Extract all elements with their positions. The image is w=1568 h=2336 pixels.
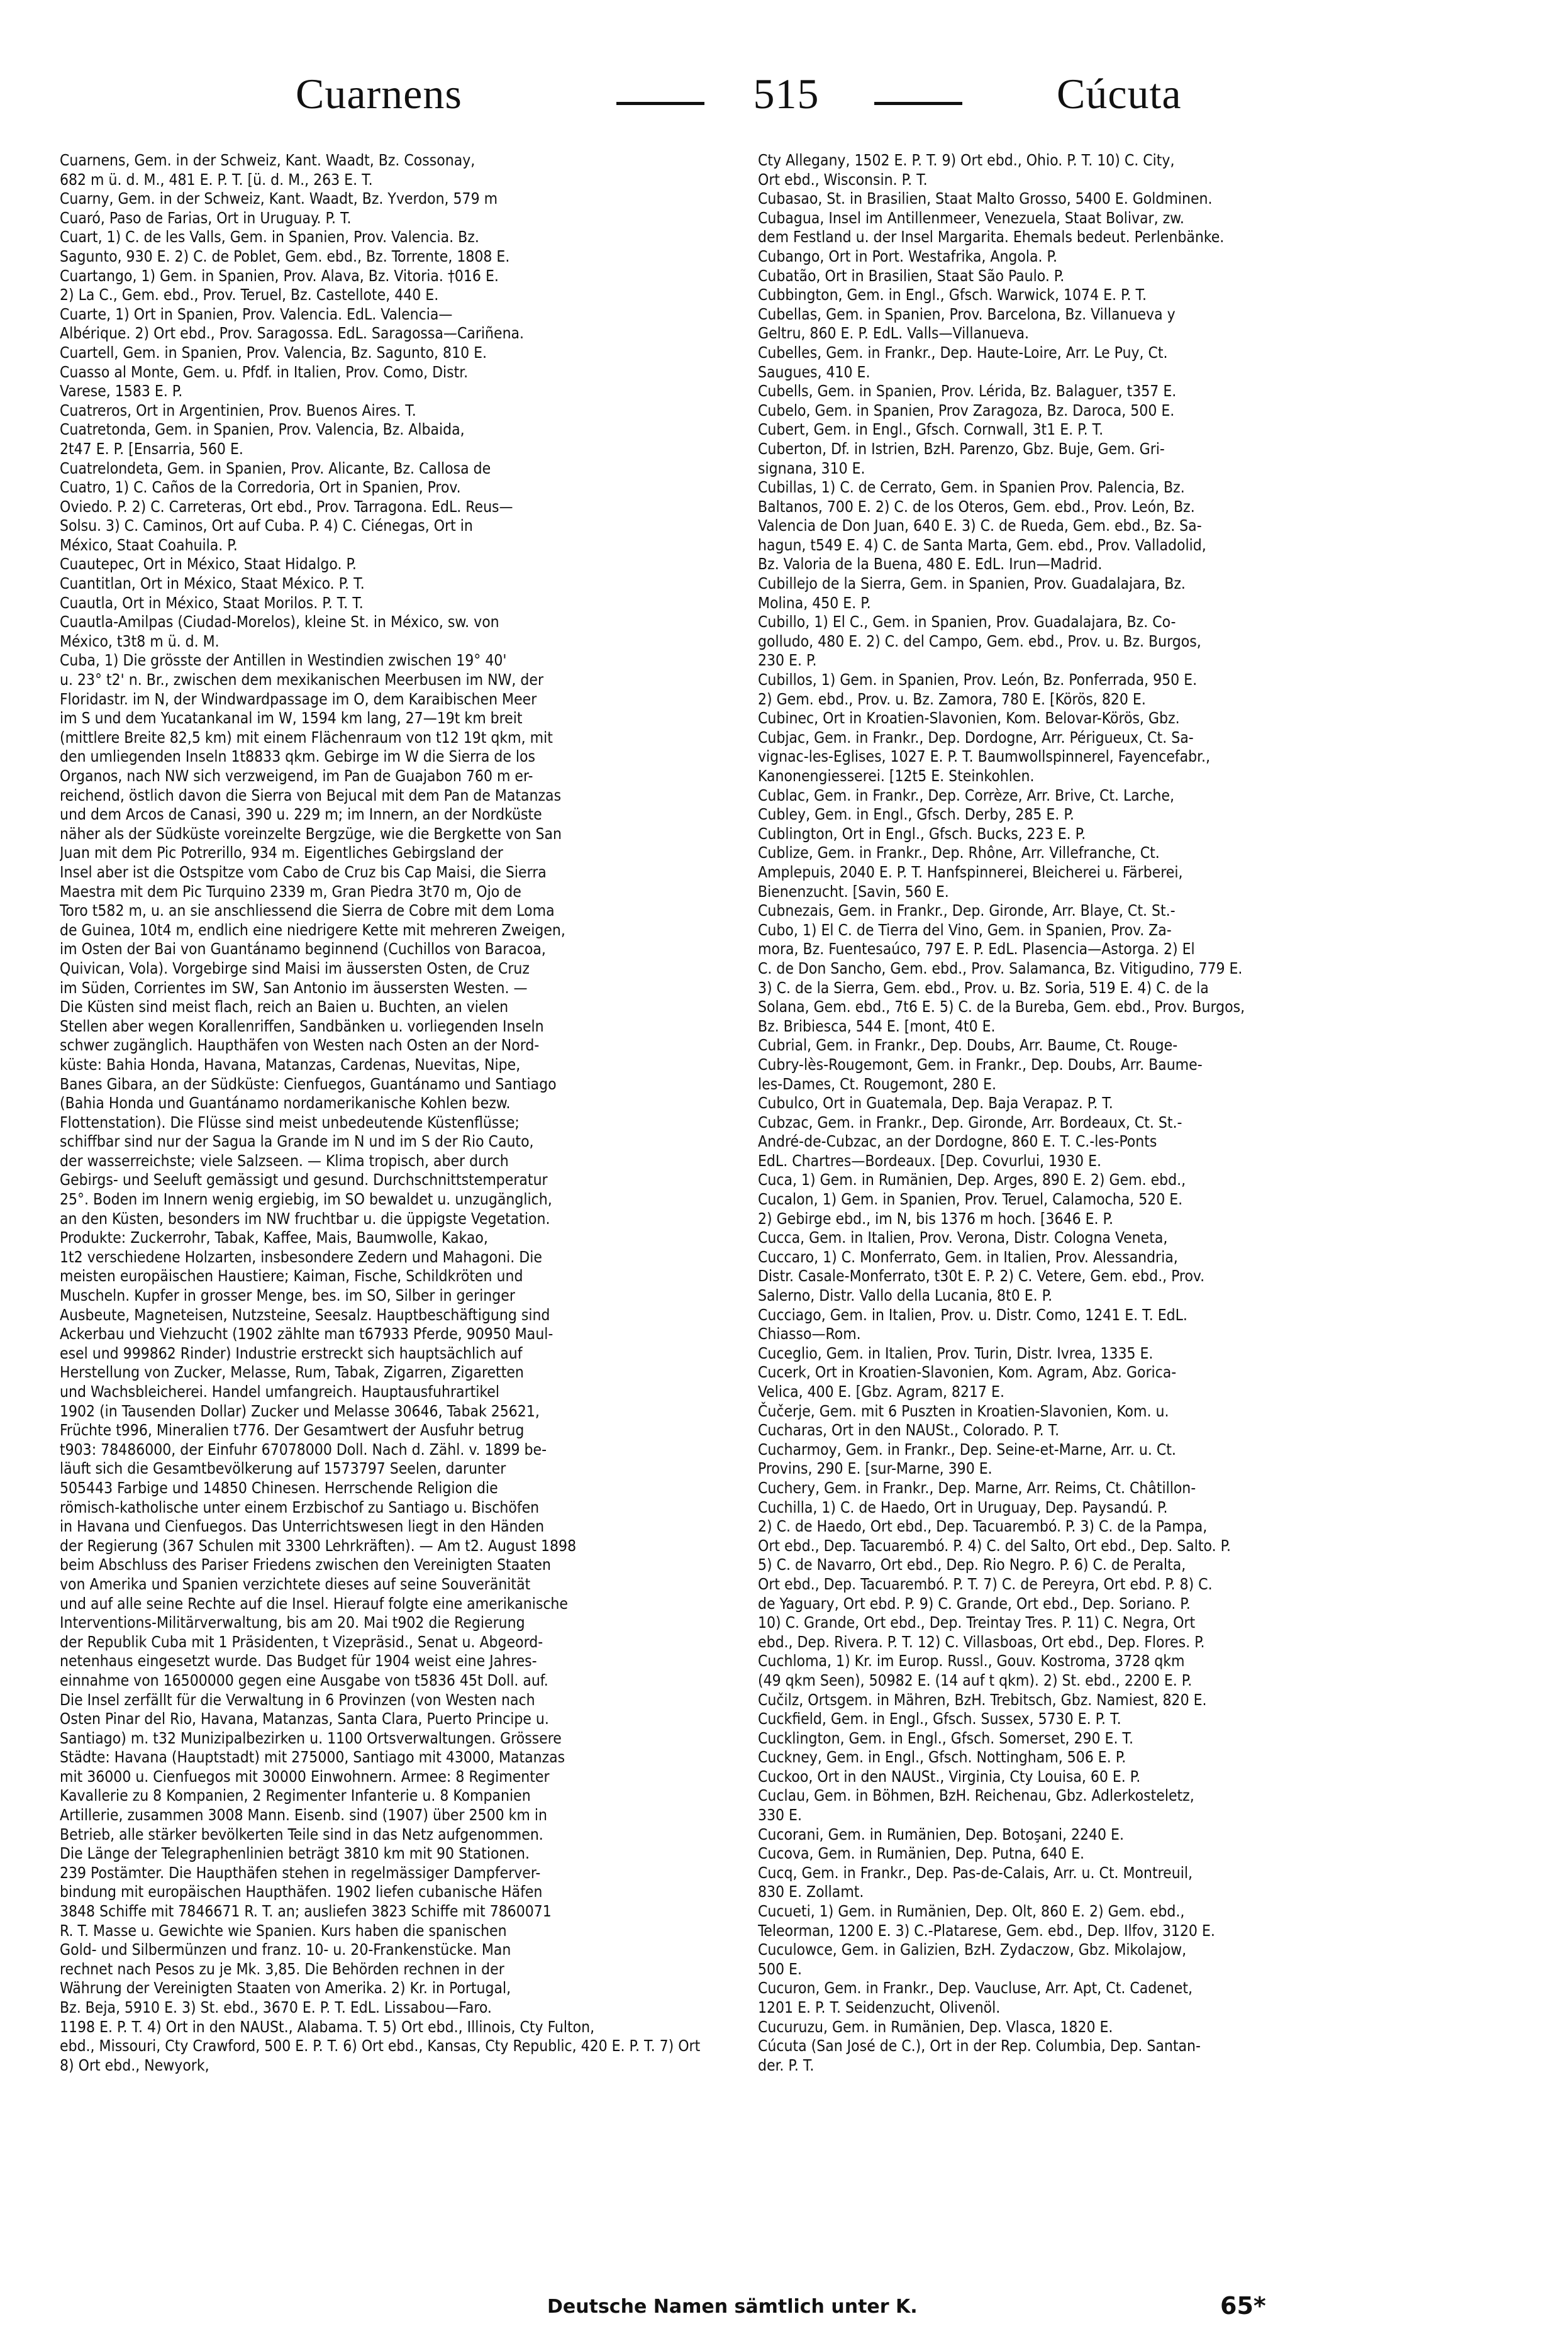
- entry-line: 3) C. de la Sierra, Gem. ebd., Prov. u. Bz. Soria, 519 E. 4) C. de la: [758, 978, 1209, 997]
- entry-line: Cubagua, Insel im Antillenmeer, Venezuela, Staat Bolivar, zw.: [758, 208, 1184, 227]
- entry-line: golludo, 480 E. 2) C. del Campo, Gem. ebd., Prov. u. Bz. Burgos,: [758, 631, 1201, 650]
- entry-line: und Wachsbleicherei. Handel umfangreich. Hauptausfuhrartikel: [60, 1382, 499, 1401]
- entry-line: Cubillo, 1) El C., Gem. in Spanien, Prov. Guadalajara, Bz. Co-: [758, 613, 1176, 631]
- entry-line: Organos, nach NW sich verzweigend, im Pan de Guajabon 760 m er-: [60, 767, 533, 785]
- entry-line: Quivican, Vola). Vorgebirge sind Maisi im äussersten Osten, de Cruz: [60, 959, 530, 977]
- entry-line: Cuchilla, 1) C. de Haedo, Ort in Uruguay, Dep. Paysandú. P.: [758, 1498, 1168, 1516]
- entry-line: Cuarny, Gem. in der Schweiz, Kant. Waadt, Bz. Yverdon, 579 m: [60, 189, 498, 208]
- entry-line: de Yaguary, Ort ebd. P. 9) C. Grande, Ort ebd., Dep. Soriano. P.: [758, 1594, 1191, 1613]
- entry-line: Cubelo, Gem. in Spanien, Prov Zaragoza, Bz. Daroca, 500 E.: [758, 401, 1175, 420]
- entry-line: Cubelles, Gem. in Frankr., Dep. Haute-Loire, Arr. Le Puy, Ct.: [758, 343, 1168, 362]
- entry-line: Flottenstation). Die Flüsse sind meist unbedeutende Küstenflüsse;: [60, 1113, 520, 1132]
- entry-line: Cuckoo, Ort in den NAUSt., Virginia, Cty Louisa, 60 E. P.: [758, 1767, 1141, 1786]
- entry-line: Molina, 450 E. P.: [758, 593, 871, 612]
- entry-line: R. T. Masse u. Gewichte wie Spanien. Kurs haben die spanischen: [60, 1921, 507, 1940]
- entry-line: 1902 (in Tausenden Dollar) Zucker und Melasse 30646, Tabak 25621,: [60, 1401, 540, 1420]
- entry-line: Cuccaro, 1) C. Monferrato, Gem. in Italien, Prov. Alessandria,: [758, 1247, 1178, 1266]
- entry-line: Cuckney, Gem. in Engl., Gfsch. Nottingham, 506 E. P.: [758, 1748, 1126, 1767]
- entry-line: läuft sich die Gesamtbevölkerung auf 1573797 Seelen, darunter: [60, 1459, 506, 1478]
- entry-line: dem Festland u. der Insel Margarita. Ehemals bedeut. Perlenbänke.: [758, 228, 1225, 247]
- entry-line: Bz. Beja, 5910 E. 3) St. ebd., 3670 E. P. T. EdL. Lissabou—Faro.: [60, 1998, 492, 2016]
- entry-line: Cuantitlan, Ort in México, Staat México. P. T.: [60, 574, 365, 593]
- entry-line: Cucuruzu, Gem. in Rumänien, Dep. Vlasca, 1820 E.: [758, 2017, 1113, 2036]
- signature-mark: 65*: [1220, 2292, 1266, 2320]
- entry-line: bindung mit europäischen Haupthäfen. 1902 liefen cubanische Häfen: [60, 1883, 543, 1901]
- entry-line: Cubbington, Gem. in Engl., Gfsch. Warwick, 1074 E. P. T.: [758, 286, 1147, 304]
- entry-line: Sagunto, 930 E. 2) C. de Poblet, Gem. ebd., Bz. Torrente, 1808 E.: [60, 247, 510, 265]
- entry-line: den umliegenden Inseln 1t8833 qkm. Gebirge im W die Sierra de los: [60, 747, 536, 766]
- entry-line: Cubzac, Gem. in Frankr., Dep. Gironde, Arr. Bordeaux, Ct. St.-: [758, 1113, 1182, 1132]
- entry-line: 3848 Schiffe mit 7846671 R. T. an; ausliefen 3823 Schiffe mit 7860071: [60, 1902, 552, 1921]
- entry-line: Cubo, 1) El C. de Tierra del Vino, Gem. in Spanien, Prov. Za-: [758, 920, 1172, 939]
- entry-line: Velica, 400 E. [Gbz. Agram, 8217 E.: [758, 1382, 1004, 1401]
- entry-line: Cubells, Gem. in Spanien, Prov. Lérida, Bz. Balaguer, t357 E.: [758, 382, 1177, 401]
- entry-line: mora, Bz. Fuentesaúco, 797 E. P. EdL. Plasencia—Astorga. 2) El: [758, 940, 1195, 959]
- entry-line: küste: Bahia Honda, Havana, Matanzas, Cardenas, Nuevitas, Nipe,: [60, 1055, 521, 1074]
- entry-line: Floridastr. im N, der Windwardpassage im O, dem Karaibischen Meer: [60, 689, 537, 708]
- entry-line: Santiago) m. t32 Munizipalbezirken u. 1100 Ortsverwaltungen. Grössere: [60, 1728, 562, 1747]
- entry-line: 5) C. de Navarro, Ort ebd., Dep. Rio Negro. P. 6) C. de Peralta,: [758, 1555, 1186, 1574]
- entry-line: Cuca, 1) Gem. in Rumänien, Dep. Arges, 890 E. 2) Gem. ebd.,: [758, 1171, 1186, 1189]
- entry-line: Solana, Gem. ebd., 7t6 E. 5) C. de la Bureba, Gem. ebd., Prov. Burgos,: [758, 998, 1245, 1016]
- entry-line: (Bahia Honda und Guantánamo nordamerikanische Kohlen bezw.: [60, 1094, 511, 1113]
- entry-line: Maestra mit dem Pic Turquino 2339 m, Gran Piedra 3t70 m, Ojo de: [60, 882, 521, 901]
- entry-line: Cuasso al Monte, Gem. u. Pfdf. in Italien, Prov. Como, Distr.: [60, 362, 469, 381]
- entry-line: reichend, östlich davon die Sierra von Bejucal mit dem Pan de Matanzas: [60, 786, 562, 804]
- entry-line: Muscheln. Kupfer in grosser Menge, bes. im SO, Silber in geringer: [60, 1286, 515, 1305]
- page-footer: [0, 2292, 1568, 2327]
- entry-line: Produkte: Zuckerrohr, Tabak, Kaffee, Mais, Baumwolle, Kakao,: [60, 1228, 488, 1247]
- entry-line: Solsu. 3) C. Caminos, Ort auf Cuba. P. 4) C. Ciénegas, Ort in: [60, 516, 473, 535]
- entry-line: Cubry-lès-Rougemont, Gem. in Frankr., Dep. Doubs, Arr. Baume-: [758, 1055, 1203, 1074]
- entry-line: Cucalon, 1) Gem. in Spanien, Prov. Teruel, Calamocha, 520 E.: [758, 1190, 1183, 1209]
- entry-line: 239 Postämter. Die Haupthäfen stehen in regelmässiger Dampferver-: [60, 1863, 541, 1882]
- entry-line: Cubillejo de la Sierra, Gem. in Spanien, Prov. Guadalajara, Bz.: [758, 574, 1186, 593]
- entry-line: de Guinea, 10t4 m, endlich eine niedrigere Kette mit mehreren Zweigen,: [60, 920, 565, 939]
- entry-line: Cuba, 1) Die grösste der Antillen in Westindien zwischen 19° 40': [60, 651, 507, 670]
- entry-line: C. de Don Sancho, Gem. ebd., Prov. Salamanca, Bz. Vitigudino, 779 E.: [758, 959, 1243, 977]
- entry-line: im Osten der Bai von Guantánamo beginnend (Cuchillos von Baracoa,: [60, 940, 546, 959]
- entry-line: Cubjac, Gem. in Frankr., Dep. Dordogne, Arr. Périgueux, Ct. Sa-: [758, 728, 1194, 747]
- entry-line: Artillerie, zusammen 3008 Mann. Eisenb. sind (1907) über 2500 km in: [60, 1806, 547, 1825]
- entry-line: Cúcuta (San José de C.), Ort in der Rep. Columbia, Dep. Santan-: [758, 2037, 1201, 2055]
- entry-line: Cucharas, Ort in den NAUSt., Colorado. P. T.: [758, 1421, 1060, 1440]
- entry-line: Cucuron, Gem. in Frankr., Dep. Vaucluse, Arr. Apt, Ct. Cadenet,: [758, 1979, 1193, 1998]
- entry-line: Städte: Havana (Hauptstadt) mit 275000, Santiago mit 43000, Matanzas: [60, 1748, 565, 1767]
- entry-line: Valencia de Don Juan, 640 E. 3) C. de Rueda, Gem. ebd., Bz. Sa-: [758, 516, 1202, 535]
- entry-line: Insel aber ist die Ostspitze vom Cabo de Cruz bis Cap Maisi, die Sierra: [60, 862, 547, 881]
- entry-line: (49 qkm Seen), 50982 E. (14 auf t qkm). 2) St. ebd., 2200 E. P.: [758, 1671, 1193, 1689]
- entry-line: Cucova, Gem. in Rumänien, Dep. Putna, 640 E.: [758, 1844, 1084, 1863]
- entry-line: Cucorani, Gem. in Rumänien, Dep. Botoşani, 2240 E.: [758, 1825, 1124, 1844]
- entry-line: Oviedo. P. 2) C. Carreteras, Ort ebd., Prov. Tarragona. EdL. Reus—: [60, 497, 513, 516]
- entry-line: Cubulco, Ort in Guatemala, Dep. Baja Verapaz. P. T.: [758, 1094, 1113, 1113]
- entry-line: México, t3t8 m ü. d. M.: [60, 631, 220, 650]
- entry-line: Cuclau, Gem. in Böhmen, BzH. Reichenau, Gbz. Adlerkosteletz,: [758, 1786, 1194, 1805]
- entry-line: Cuautla, Ort in México, Staat Morilos. P. T. T.: [60, 593, 364, 612]
- entry-line: Ackerbau und Viehzucht (1902 zählte man t67933 Pferde, 90950 Maul-: [60, 1325, 553, 1343]
- entry-line: mit 36000 u. Cienfuegos mit 30000 Einwohnern. Armee: 8 Regimenter: [60, 1767, 550, 1786]
- page-number: 515: [753, 70, 820, 118]
- entry-line: Cubert, Gem. in Engl., Gfsch. Cornwall, 3t1 E. P. T.: [758, 420, 1104, 439]
- entry-line: 230 E. P.: [758, 651, 817, 670]
- entry-line: Cuarnens, Gem. in der Schweiz, Kant. Waadt, Bz. Cossonay,: [60, 151, 475, 169]
- entry-line: Cuatretonda, Gem. in Spanien, Prov. Valencia, Bz. Albaida,: [60, 420, 465, 439]
- entry-line: und auf alle seine Rechte auf die Insel. Hierauf folgte eine amerikanische: [60, 1594, 568, 1613]
- entry-line: netenhaus eingesetzt wurde. Das Budget für 1904 weist eine Jahres-: [60, 1652, 537, 1671]
- entry-line: Geltru, 860 E. P. EdL. Valls—Villanueva.: [758, 324, 1030, 343]
- entry-line: 500 E.: [758, 1959, 802, 1978]
- entry-line: Cuatrelondeta, Gem. in Spanien, Prov. Alicante, Bz. Callosa de: [60, 459, 491, 477]
- entry-line: Teleorman, 1200 E. 3) C.-Platarese, Gem. ebd., Dep. Ilfov, 3120 E.: [758, 1921, 1215, 1940]
- entry-line: Albérique. 2) Ort ebd., Prov. Saragossa. EdL. Saragossa—Cariñena.: [60, 324, 525, 343]
- entry-line: 830 E. Zollamt.: [758, 1883, 864, 1901]
- entry-line: Ort ebd., Wisconsin. P. T.: [758, 170, 928, 189]
- entry-line: Cubrial, Gem. in Frankr., Dep. Doubs, Arr. Baume, Ct. Rouge-: [758, 1036, 1178, 1055]
- left-column: [60, 151, 717, 2289]
- entry-line: römisch-katholische unter einem Erzbischof zu Santiago u. Bischöfen: [60, 1498, 540, 1516]
- entry-line: 2) C. de Haedo, Ort ebd., Dep. Tacuarembó. P. 3) C. de la Pampa,: [758, 1517, 1208, 1536]
- entry-line: der wasserreichste; viele Salzseen. — Klima tropisch, aber durch: [60, 1151, 509, 1170]
- entry-line: ebd., Missouri, Cty Crawford, 500 E. P. T. 6) Ort ebd., Kansas, Cty Republic, 420 E. P. T. 7) Ort: [60, 2037, 701, 2055]
- entry-line: Cucueti, 1) Gem. in Rumänien, Dep. Olt, 860 E. 2) Gem. ebd.,: [758, 1902, 1185, 1921]
- entry-line: Cubley, Gem. in Engl., Gfsch. Derby, 285 E. P.: [758, 805, 1074, 824]
- entry-line: näher als der Südküste voreinzelte Bergzüge, wie die Bergkette von San: [60, 824, 562, 843]
- entry-line: Cuartango, 1) Gem. in Spanien, Prov. Alava, Bz. Vitoria. †016 E.: [60, 266, 499, 285]
- entry-line: México, Staat Coahuila. P.: [60, 535, 238, 554]
- entry-line: Cucciago, Gem. in Italien, Prov. u. Distr. Como, 1241 E. T. EdL.: [758, 1305, 1187, 1324]
- entry-line: Cuchloma, 1) Kr. im Europ. Russl., Gouv. Kostroma, 3728 qkm: [758, 1652, 1185, 1671]
- entry-line: EdL. Chartres—Bordeaux. [Dep. Covurlui, 1930 E.: [758, 1151, 1101, 1170]
- entry-line: André-de-Cubzac, an der Dordogne, 860 E. T. C.-les-Ponts: [758, 1132, 1157, 1151]
- entry-line: Cuartell, Gem. in Spanien, Prov. Valencia, Bz. Sagunto, 810 E.: [60, 343, 487, 362]
- entry-line: 682 m ü. d. M., 481 E. P. T. [ü. d. M., 263 E. T.: [60, 170, 373, 189]
- entry-line: Cuautla-Amilpas (Ciudad-Morelos), kleine St. in México, sw. von: [60, 613, 499, 631]
- entry-line: Cucca, Gem. in Italien, Prov. Verona, Distr. Cologna Veneta,: [758, 1228, 1168, 1247]
- entry-line: 2) La C., Gem. ebd., Prov. Teruel, Bz. Castellote, 440 E.: [60, 286, 439, 304]
- entry-line: 25°. Boden im Innern wenig ergiebig, im SO bewaldet u. unzugänglich,: [60, 1190, 552, 1209]
- entry-line: 1t2 verschiedene Holzarten, insbesondere Zedern und Mahagoni. Die: [60, 1247, 542, 1266]
- entry-line: Gold- und Silbermünzen und franz. 10- u. 20-Frankenstücke. Man: [60, 1940, 511, 1959]
- entry-line: Cučilz, Ortsgem. in Mähren, BzH. Trebitsch, Gbz. Namiest, 820 E.: [758, 1690, 1207, 1709]
- entry-line: Chiasso—Rom.: [758, 1325, 861, 1343]
- running-head-right: Cúcuta: [1057, 70, 1182, 118]
- entry-line: Cublac, Gem. in Frankr., Dep. Corrèze, Arr. Brive, Ct. Larche,: [758, 786, 1174, 804]
- entry-line: Baltanos, 700 E. 2) C. de los Oteros, Gem. ebd., Prov. León, Bz.: [758, 497, 1195, 516]
- entry-line: 330 E.: [758, 1806, 802, 1825]
- entry-line: t903: 78486000, der Einfuhr 67078000 Doll. Nach d. Zähl. v. 1899 be-: [60, 1440, 547, 1459]
- entry-line: im S und dem Yucatankanal im W, 1594 km lang, 27—19t km breit: [60, 709, 523, 728]
- entry-line: 1198 E. P. T. 4) Ort in den NAUSt., Alabama. T. 5) Ort ebd., Illinois, Cty Fulton,: [60, 2017, 595, 2036]
- entry-line: 2) Gebirge ebd., im N, bis 1376 m hoch. [3646 E. P.: [758, 1209, 1113, 1228]
- entry-line: Cuberton, Df. in Istrien, BzH. Parenzo, Gbz. Buje, Gem. Gri-: [758, 439, 1165, 458]
- entry-line: Die Länge der Telegraphenlinien beträgt 3810 km mit 90 Stationen.: [60, 1844, 530, 1863]
- entry-line: Cuculowce, Gem. in Galizien, BzH. Zydaczow, Gbz. Mikolajow,: [758, 1940, 1187, 1959]
- entry-line: Bz. Valoria de la Buena, 480 E. EdL. Irun—Madrid.: [758, 555, 1103, 574]
- entry-line: schwer zugänglich. Haupthäfen von Westen nach Osten an der Nord-: [60, 1036, 540, 1055]
- entry-line: Cubillas, 1) C. de Cerrato, Gem. in Spanien Prov. Palencia, Bz.: [758, 478, 1185, 497]
- entry-line: Cubillos, 1) Gem. in Spanien, Prov. León, Bz. Ponferrada, 950 E.: [758, 670, 1198, 689]
- entry-line: Cucklington, Gem. in Engl., Gfsch. Somerset, 290 E. T.: [758, 1728, 1133, 1747]
- entry-line: Ausbeute, Magneteisen, Nutzsteine, Seesalz. Hauptbeschäftigung sind: [60, 1305, 550, 1324]
- entry-line: 2t47 E. P. [Ensarria, 560 E.: [60, 439, 243, 458]
- entry-line: Cuatreros, Ort in Argentinien, Prov. Buenos Aires. T.: [60, 401, 416, 420]
- entry-line: Cuatro, 1) C. Caños de la Corredoria, Ort in Spanien, Prov.: [60, 478, 461, 497]
- header-rule-left: [616, 102, 704, 105]
- entry-line: Ort ebd., Dep. Tacuarembó. P. 4) C. del Salto, Ort ebd., Dep. Salto. P.: [758, 1536, 1232, 1555]
- entry-line: Währung der Vereinigten Staaten von Amerika. 2) Kr. in Portugal,: [60, 1979, 511, 1998]
- entry-line: der Regierung (367 Schulen mit 3300 Lehrkräften). — Am t2. August 1898: [60, 1536, 577, 1555]
- entry-line: Cucq, Gem. in Frankr., Dep. Pas-de-Calais, Arr. u. Ct. Montreuil,: [758, 1863, 1193, 1882]
- entry-line: Cublington, Ort in Engl., Gfsch. Bucks, 223 E. P.: [758, 824, 1086, 843]
- entry-line: Stellen aber wegen Korallenriffen, Sandbänken u. vorliegenden Inseln: [60, 1016, 544, 1035]
- entry-line: Interventions-Militärverwaltung, bis am 20. Mai t902 die Regierung: [60, 1613, 525, 1632]
- entry-line: les-Dames, Ct. Rougemont, 280 E.: [758, 1074, 996, 1093]
- right-column: [758, 151, 1415, 2289]
- entry-line: Kavallerie zu 8 Kompanien, 2 Regimenter Infanterie u. 8 Kompanien: [60, 1786, 531, 1805]
- entry-line: 8) Ort ebd., Newyork,: [60, 2055, 209, 2074]
- entry-line: 505443 Farbige und 14850 Chinesen. Herrschende Religion die: [60, 1478, 498, 1497]
- entry-line: 2) Gem. ebd., Prov. u. Bz. Zamora, 780 E. [Körös, 820 E.: [758, 689, 1146, 708]
- entry-line: Cubatão, Ort in Brasilien, Staat São Paulo. P.: [758, 266, 1065, 285]
- entry-line: 1201 E. P. T. Seidenzucht, Olivenöl.: [758, 1998, 1001, 2016]
- entry-line: beim Abschluss des Pariser Friedens zwischen den Vereinigten Staaten: [60, 1555, 551, 1574]
- entry-line: rechnet nach Pesos zu je Mk. 3,85. Die Behörden rechnen in der: [60, 1959, 504, 1978]
- entry-line: Cuceglio, Gem. in Italien, Prov. Turin, Distr. Ivrea, 1335 E.: [758, 1343, 1154, 1362]
- entry-line: Ort ebd., Dep. Tacuarembó. P. T. 7) C. de Pereyra, Ort ebd. P. 8) C.: [758, 1574, 1213, 1593]
- entry-line: u. 23° t2' n. Br., zwischen dem mexikanischen Meerbusen im NW, der: [60, 670, 544, 689]
- entry-line: Cubinec, Ort in Kroatien-Slavonien, Kom. Belovar-Körös, Gbz.: [758, 709, 1180, 728]
- page-header: [0, 44, 1568, 132]
- entry-line: Osten Pinar del Rio, Havana, Matanzas, Santa Clara, Puerto Principe u.: [60, 1710, 549, 1728]
- entry-line: Juan mit dem Pic Potrerillo, 934 m. Eigentliches Gebirgsland der: [60, 843, 503, 862]
- entry-line: Saugues, 410 E.: [758, 362, 870, 381]
- entry-line: (mittlere Breite 82,5 km) mit einem Flächenraum von t12 19t qkm, mit: [60, 728, 553, 747]
- entry-line: Cubellas, Gem. in Spanien, Prov. Barcelona, Bz. Villanueva y: [758, 304, 1176, 323]
- entry-line: Cucerk, Ort in Kroatien-Slavonien, Kom. Agram, Abz. Gorica-: [758, 1363, 1177, 1382]
- entry-line: meisten europäischen Haustiere; Kaiman, Fische, Schildkröten und: [60, 1267, 523, 1286]
- entry-line: und dem Arcos de Canasi, 390 u. 229 m; im Innern, an der Nordküste: [60, 805, 542, 824]
- entry-line: Čučerje, Gem. mit 6 Puszten in Kroatien-Slavonien, Kom. u.: [758, 1401, 1169, 1420]
- entry-line: 10) C. Grande, Ort ebd., Dep. Treintay Tres. P. 11) C. Negra, Ort: [758, 1613, 1196, 1632]
- entry-line: Cuchery, Gem. in Frankr., Dep. Marne, Arr. Reims, Ct. Châtillon-: [758, 1478, 1196, 1497]
- entry-line: vignac-les-Eglises, 1027 E. P. T. Baumwollspinnerel, Fayencefabr.,: [758, 747, 1210, 766]
- entry-line: Distr. Casale-Monferrato, t30t E. P. 2) C. Vetere, Gem. ebd., Prov.: [758, 1267, 1205, 1286]
- entry-line: Betrieb, alle stärker bevölkerten Teile sind in das Netz aufgenommen.: [60, 1825, 543, 1844]
- entry-line: Banes Gibara, an der Südküste: Cienfuegos, Guantánamo und Santiago: [60, 1074, 557, 1093]
- entry-line: Cuart, 1) C. de les Valls, Gem. in Spanien, Prov. Valencia. Bz.: [60, 228, 479, 247]
- entry-line: signana, 310 E.: [758, 459, 865, 477]
- entry-line: Cuaró, Paso de Farias, Ort in Uruguay. P. T.: [60, 208, 352, 227]
- entry-line: einnahme von 16500000 gegen eine Ausgabe von t5836 45t Doll. auf.: [60, 1671, 548, 1689]
- entry-line: Cuautepec, Ort in México, Staat Hidalgo. P.: [60, 555, 357, 574]
- entry-line: schiffbar sind nur der Sagua la Grande im N und im S der Rio Cauto,: [60, 1132, 534, 1151]
- entry-line: Kanonengiesserei. [12t5 E. Steinkohlen.: [758, 767, 1035, 785]
- entry-line: Provins, 290 E. [sur-Marne, 390 E.: [758, 1459, 993, 1478]
- entry-line: von Amerika und Spanien verzichtete dieses auf seine Souveränität: [60, 1574, 531, 1593]
- entry-line: Varese, 1583 E. P.: [60, 382, 183, 401]
- entry-line: Amplepuis, 2040 E. P. T. Hanfspinnerei, Bleicherei u. Färberei,: [758, 862, 1183, 881]
- entry-line: esel und 999862 Rinder) Industrie erstreckt sich hauptsächlich auf: [60, 1343, 523, 1362]
- entry-line: in Havana und Cienfuegos. Das Unterrichtswesen liegt in den Händen: [60, 1517, 545, 1536]
- entry-line: Früchte t996, Mineralien t776. Der Gesamtwert der Ausfuhr betrug: [60, 1421, 525, 1440]
- entry-line: Cty Allegany, 1502 E. P. T. 9) Ort ebd., Ohio. P. T. 10) C. City,: [758, 151, 1175, 169]
- entry-line: Cuckfield, Gem. in Engl., Gfsch. Sussex, 5730 E. P. T.: [758, 1710, 1121, 1728]
- entry-line: Salerno, Distr. Vallo della Lucania, 8t0 E. P.: [758, 1286, 1053, 1305]
- entry-line: Bienenzucht. [Savin, 560 E.: [758, 882, 949, 901]
- entry-line: im Süden, Corrientes im SW, San Antonio im äussersten Westen. —: [60, 978, 528, 997]
- entry-line: der Republik Cuba mit 1 Präsidenten, t Vizepräsid., Senat u. Abgeord-: [60, 1632, 543, 1651]
- footer-note: Deutsche Namen sämtlich unter K.: [547, 2296, 918, 2318]
- entry-line: Die Insel zerfällt für die Verwaltung in 6 Provinzen (von Westen nach: [60, 1690, 535, 1709]
- header-rule-right: [874, 102, 962, 105]
- entry-line: Cubasao, St. in Brasilien, Staat Malto Grosso, 5400 E. Goldminen.: [758, 189, 1213, 208]
- entry-line: Herstellung von Zucker, Melasse, Rum, Tabak, Zigarren, Zigaretten: [60, 1363, 524, 1382]
- entry-line: der. P. T.: [758, 2055, 815, 2074]
- entry-line: Cubango, Ort in Port. Westafrika, Angola. P.: [758, 247, 1057, 265]
- entry-line: Gebirgs- und Seeluft gemässigt und gesund. Durchschnittstemperatur: [60, 1171, 548, 1189]
- entry-line: ebd., Dep. Rivera. P. T. 12) C. Villasboas, Ort ebd., Dep. Flores. P.: [758, 1632, 1205, 1651]
- entry-line: hagun, t549 E. 4) C. de Santa Marta, Gem. ebd., Prov. Valladolid,: [758, 535, 1206, 554]
- entry-line: Cubnezais, Gem. in Frankr., Dep. Gironde, Arr. Blaye, Ct. St.-: [758, 901, 1176, 920]
- entry-line: an den Küsten, besonders im NW fruchtbar u. die üppigste Vegetation.: [60, 1209, 550, 1228]
- entry-line: Bz. Bribiesca, 544 E. [mont, 4t0 E.: [758, 1016, 996, 1035]
- entry-line: Cublize, Gem. in Frankr., Dep. Rhône, Arr. Villefranche, Ct.: [758, 843, 1160, 862]
- entry-line: Die Küsten sind meist flach, reich an Baien u. Buchten, an vielen: [60, 998, 509, 1016]
- entry-line: Toro t582 m, u. an sie anschliessend die Sierra de Cobre mit dem Loma: [60, 901, 555, 920]
- entry-line: Cuarte, 1) Ort in Spanien, Prov. Valencia. EdL. Valencia—: [60, 304, 453, 323]
- entry-line: Cucharmoy, Gem. in Frankr., Dep. Seine-et-Marne, Arr. u. Ct.: [758, 1440, 1176, 1459]
- running-head-left: Cuarnens: [296, 70, 462, 118]
